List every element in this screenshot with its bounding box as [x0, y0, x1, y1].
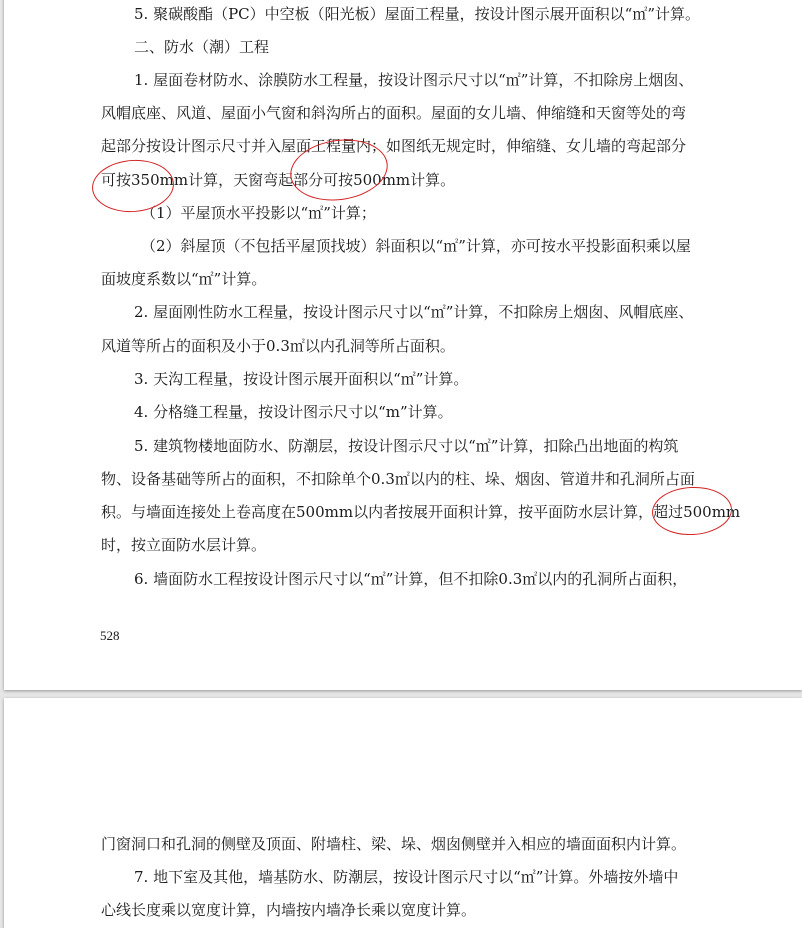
paragraph-line: 1. 屋面卷材防水、涂膜防水工程量，按设计图示尺寸以“㎡”计算，不扣除房上烟囱、	[134, 71, 694, 89]
paragraph-line: 心线长度乘以宽度计算，内墙按内墙净长乘以宽度计算。	[101, 901, 477, 919]
document-page-529	[4, 698, 802, 928]
paragraph-line: 风帽底座、风道、屋面小气窗和斜沟所占的面积。屋面的女儿墙、伸缩缝和天窗等处的弯	[101, 104, 687, 122]
paragraph-line: 面坡度系数以“㎡”计算。	[101, 270, 267, 288]
paragraph-line: 5. 建筑物楼地面防水、防潮层，按设计图示尺寸以“㎡”计算，扣除凸出地面的构筑	[134, 437, 679, 455]
paragraph-line: （1）平屋顶水平投影以“㎡”计算；	[141, 204, 376, 222]
paragraph-line: 2. 屋面刚性防水工程量，按设计图示尺寸以“㎡”计算，不扣除房上烟囱、风帽底座、	[134, 303, 694, 321]
paragraph-line: 门窗洞口和孔洞的侧壁及顶面、附墙柱、梁、垛、烟囱侧壁并入相应的墙面面积内计算。	[101, 835, 687, 853]
paragraph-line: 可按350mm计算，天窗弯起部分可按500mm计算。	[101, 171, 456, 189]
paragraph-line: 6. 墙面防水工程按设计图示尺寸以“㎡”计算，但不扣除0.3㎡以内的孔洞所占面积，	[134, 570, 688, 588]
page-number: 528	[100, 628, 120, 643]
paragraph-line: 时，按立面防水层计算。	[101, 536, 267, 554]
paragraph-line: 起部分按设计图示尺寸并入屋面工程量内；如图纸无规定时，伸缩缝、女儿墙的弯起部分	[101, 137, 687, 155]
paragraph-line: 7. 地下室及其他，墙基防水、防潮层，按设计图示尺寸以“㎡”计算。外墙按外墙中	[134, 868, 679, 886]
paragraph-line: 积。与墙面连接处上卷高度在500mm以内者按展开面积计算，按平面防水层计算，超过500mm	[101, 503, 741, 521]
document-page-528	[4, 0, 802, 690]
paragraph-line: 物、设备基础等所占的面积，不扣除单个0.3㎡以内的柱、垛、烟囱、管道井和孔洞所占面	[101, 470, 695, 488]
paragraph-line: 4. 分格缝工程量，按设计图示尺寸以“m”计算。	[134, 403, 453, 421]
paragraph-line: 3. 天沟工程量，按设计图示展开面积以“㎡”计算。	[134, 370, 469, 388]
paragraph-line: 5. 聚碳酸酯（PC）中空板（阳光板）屋面工程量，按设计图示展开面积以“㎡”计算。	[134, 5, 700, 23]
paragraph-line: 风道等所占的面积及小于0.3㎡以内孔洞等所占面积。	[101, 337, 455, 355]
paragraph-line: （2）斜屋顶（不包括平屋顶找坡）斜面积以“㎡”计算，亦可按水平投影面积乘以屋	[141, 237, 691, 255]
section-heading: 二、防水（潮）工程	[134, 38, 270, 56]
